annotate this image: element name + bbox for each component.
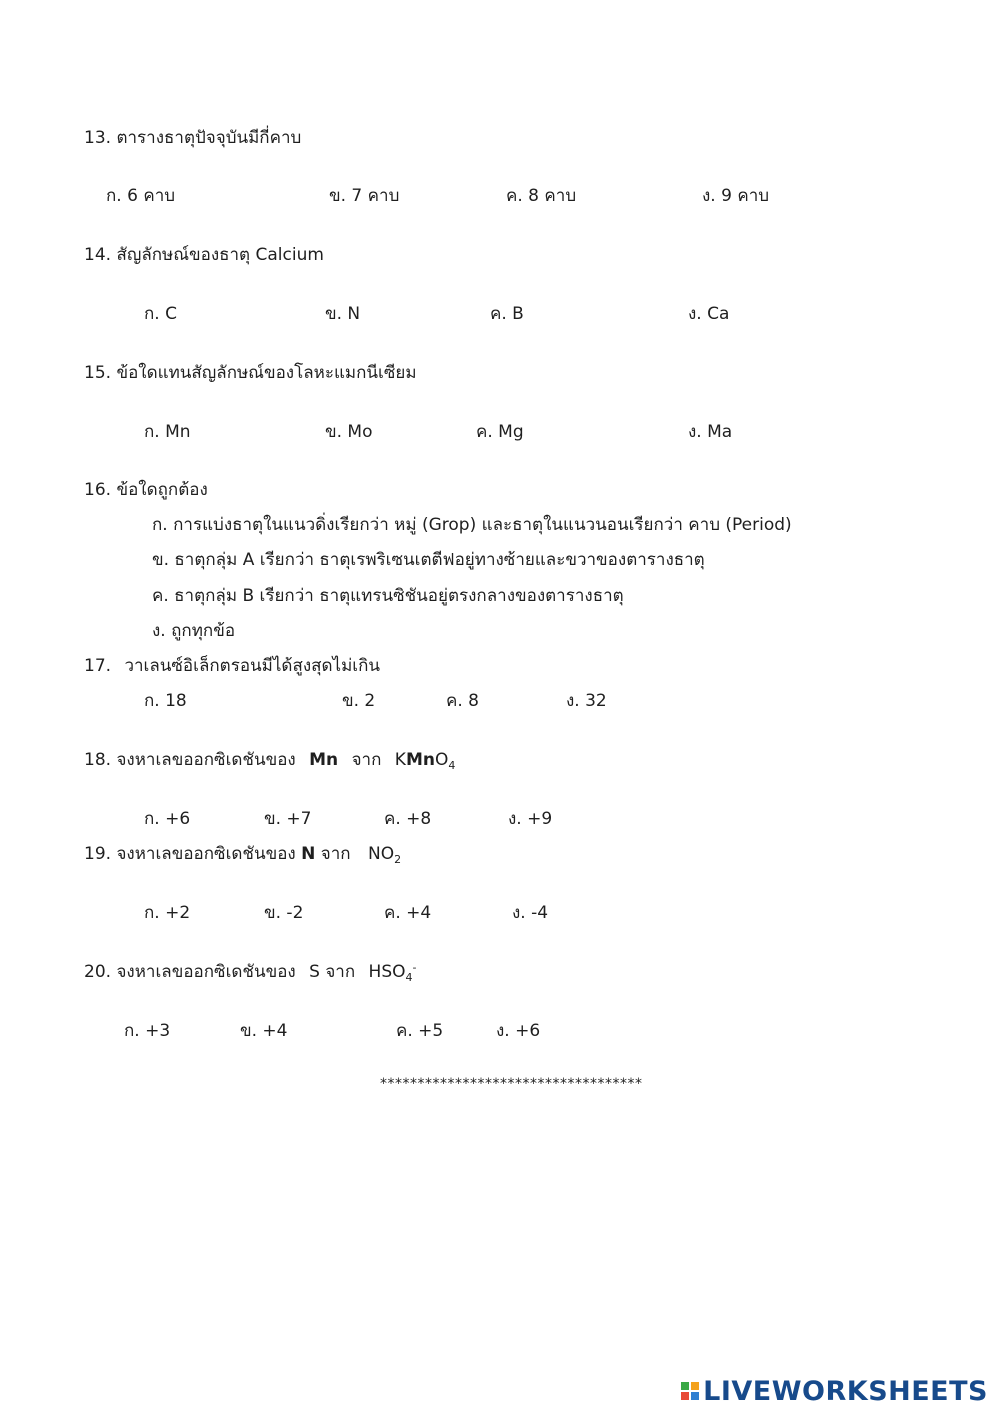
q18-option-b[interactable]: ข. +7	[264, 809, 312, 829]
q17-option-b[interactable]: ข. 2	[342, 691, 376, 711]
element-symbol: N	[301, 844, 316, 864]
question-number: 13.	[84, 128, 112, 148]
q13-option-d[interactable]: ง. 9 คาบ	[702, 186, 770, 206]
liveworksheets-logo	[681, 1376, 988, 1406]
q20-option-c[interactable]: ค. +5	[396, 1021, 444, 1041]
formula-subscript: 4	[405, 971, 413, 984]
question-15	[84, 362, 417, 384]
logo-text: LIVEWORKSHEETS	[703, 1375, 988, 1407]
q15-option-a[interactable]: ก. Mn	[144, 422, 191, 442]
q19-option-b[interactable]: ข. -2	[264, 903, 304, 923]
logo-square	[681, 1382, 689, 1390]
q19-option-a[interactable]: ก. +2	[144, 903, 191, 923]
question-number: 20.	[84, 962, 112, 982]
question-number: 19.	[84, 844, 112, 864]
element-symbol: S	[309, 962, 320, 982]
element-symbol: Mn	[309, 750, 339, 770]
formula-subscript: 4	[448, 759, 456, 772]
question-text: สัญลักษณ์ของธาตุ Calcium	[116, 245, 324, 265]
q17-option-a[interactable]: ก. 18	[144, 691, 187, 711]
q15-option-c[interactable]: ค. Mg	[476, 422, 524, 442]
q18-option-d[interactable]: ง. +9	[508, 809, 553, 829]
q18-option-c[interactable]: ค. +8	[384, 809, 432, 829]
q18-option-a[interactable]: ก. +6	[144, 809, 191, 829]
q13-option-b[interactable]: ข. 7 คาบ	[329, 186, 400, 206]
chemical-formula	[395, 750, 456, 770]
question-text: จงหาเลขออกซิเดชันของ	[116, 844, 296, 864]
question-20	[84, 961, 417, 983]
q13-option-a[interactable]: ก. 6 คาบ	[106, 186, 176, 206]
q20-option-d[interactable]: ง. +6	[496, 1021, 541, 1041]
formula-part: NO	[367, 844, 395, 864]
logo-square	[691, 1382, 699, 1390]
q14-option-c[interactable]: ค. B	[490, 304, 524, 324]
from-word: จาก	[325, 962, 356, 982]
q17-option-d[interactable]: ง. 32	[566, 691, 607, 711]
question-13	[84, 127, 301, 149]
question-14	[84, 244, 324, 266]
q16-option-c[interactable]: ค. ธาตุกลุ่ม B เรียกว่า ธาตุแทรนซิชันอยู่ตรงกลางของตารางธาตุ	[152, 586, 624, 606]
question-18	[84, 749, 455, 771]
from-word: จาก	[351, 750, 382, 770]
question-17	[84, 655, 380, 677]
question-number: 14.	[84, 245, 112, 265]
q14-option-b[interactable]: ข. N	[325, 304, 361, 324]
chemical-formula	[368, 844, 401, 864]
formula-part: O	[434, 750, 449, 770]
question-number: 15.	[84, 363, 112, 383]
q16-option-b[interactable]: ข. ธาตุกลุ่ม A เรียกว่า ธาตุเรพริเซนเตตีฟอยู่ทางซ้ายและขวาของตารางธาตุ	[152, 550, 705, 570]
formula-part: HSO	[368, 962, 406, 982]
question-19	[84, 843, 401, 865]
logo-square	[691, 1392, 699, 1400]
end-marker: ***********************************	[380, 1076, 643, 1092]
formula-part: K	[394, 750, 406, 770]
q19-option-d[interactable]: ง. -4	[512, 903, 549, 923]
chemical-formula	[369, 962, 417, 982]
question-text: วาเลนซ์อิเล็กตรอนมีได้สูงสุดไม่เกิน	[124, 656, 381, 676]
q17-option-c[interactable]: ค. 8	[446, 691, 479, 711]
formula-superscript: -	[412, 961, 417, 974]
from-word: จาก	[320, 844, 351, 864]
question-text: ข้อใดถูกต้อง	[116, 480, 208, 500]
question-text: ข้อใดแทนสัญลักษณ์ของโลหะแมกนีเซียม	[116, 363, 417, 383]
q19-option-c[interactable]: ค. +4	[384, 903, 432, 923]
liveworksheets-logo-icon	[681, 1382, 699, 1400]
question-16	[84, 479, 208, 501]
q16-option-d[interactable]: ง. ถูกทุกข้อ	[152, 621, 236, 641]
q20-option-b[interactable]: ข. +4	[240, 1021, 288, 1041]
q15-option-b[interactable]: ข. Mo	[325, 422, 373, 442]
q14-option-a[interactable]: ก. C	[144, 304, 177, 324]
q15-option-d[interactable]: ง. Ma	[688, 422, 733, 442]
question-text: ตารางธาตุปัจจุบันมีกี่คาบ	[116, 128, 302, 148]
formula-bold-part: Mn	[405, 750, 435, 770]
logo-square	[681, 1392, 689, 1400]
question-text: จงหาเลขออกซิเดชันของ	[116, 962, 296, 982]
question-number: 16.	[84, 480, 112, 500]
formula-subscript: 2	[394, 853, 402, 866]
q16-option-a[interactable]: ก. การแบ่งธาตุในแนวดิ่งเรียกว่า หมู่ (Grop) และธาตุในแนวนอนเรียกว่า คาบ (Period)	[152, 515, 792, 535]
question-text: จงหาเลขออกซิเดชันของ	[116, 750, 296, 770]
question-number: 18.	[84, 750, 112, 770]
q20-option-a[interactable]: ก. +3	[124, 1021, 171, 1041]
question-number: 17.	[84, 656, 112, 676]
q14-option-d[interactable]: ง. Ca	[688, 304, 730, 324]
q13-option-c[interactable]: ค. 8 คาบ	[506, 186, 577, 206]
